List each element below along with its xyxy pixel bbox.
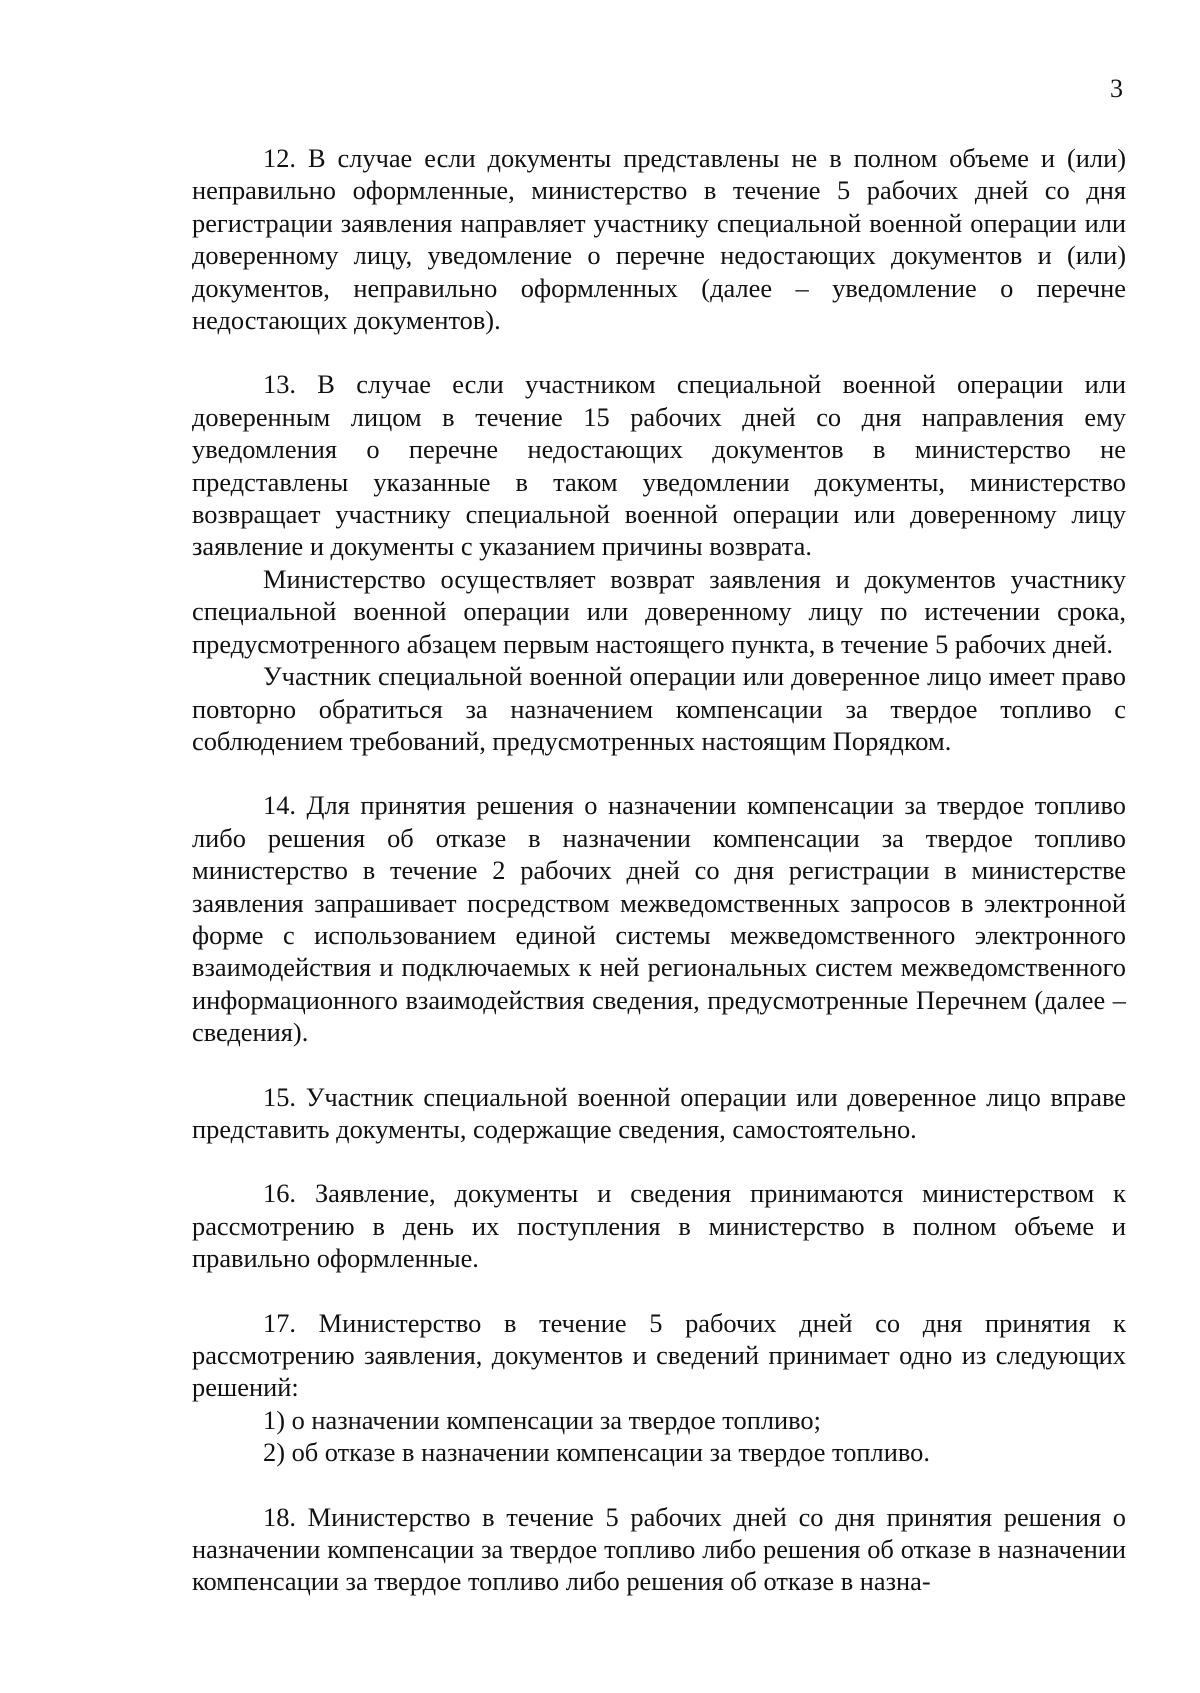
page-number: 3 [1110,74,1123,103]
paragraph-15: 15. Участник специальной военной операции или доверенное лицо вправе представить документы, содержащие сведения, самостоятельно. [192,1081,1126,1144]
document-body [192,142,1126,1598]
paragraph-17: 17. Министерство в течение 5 рабочих дней со дня принятия к рассмотрению заявления, документов и сведений принимает одно из следующих решений: [192,1307,1126,1403]
paragraph-13: 13. В случае если участником специальной военной операции или доверенным лицом в течение 15 рабочих дней со дня направления ему уведомления о перечне недостающих документов в министерство не представлены указанные в таком уведомлении документы, министерство возвращает участнику специальной военной операции или доверенному лицу заявление и документы с указанием причины возврата. [192,369,1126,562]
paragraph-13-return: Министерство осуществляет возврат заявления и документов участнику специальной военной операции или доверенному лицу по истечении срока, предусмотренного абзацем первым настоящего пункта, в течение 5 рабочих дней. [192,563,1126,659]
paragraph-13-reapply: Участник специальной военной операции или доверенное лицо имеет право повторно обратиться за назначением компенсации за твердое топливо с соблюдением требований, предусмотренных настоящим Порядком. [192,661,1126,756]
paragraph-16: 16. Заявление, документы и сведения принимаются министерством к рассмотрению в день их поступления в министерство в полном объеме и правильно оформленные. [192,1178,1126,1274]
paragraph-18: 18. Министерство в течение 5 рабочих дней со дня принятия решения о назначении компенсации за твердое топливо либо решения об отказе в назначении компенсации за твердое топливо либо решения об отказе в назна- [192,1501,1126,1597]
paragraph-17-item-2: 2) об отказе в назначении компенсации за твердое топливо. [263,1437,930,1468]
paragraph-17-item-1: 1) о назначении компенсации за твердое топливо; [263,1404,821,1435]
paragraph-14: 14. Для принятия решения о назначении компенсации за твердое топливо либо решения об отказе в назначении компенсации за твердое топливо министерство в течение 2 рабочих дней со дня регистрации в министерстве заявления запрашивает посредством межведомственных запросов в электронной форме с использованием единой системы межведомственного электронного взаимодействия и подключаемых к ней региональных систем межведомственного информационного взаимодействия сведения, предусмотренные Перечнем (далее – сведения). [192,790,1126,1048]
paragraph-12: 12. В случае если документы представлены не в полном объеме и (или) неправильно оформленные, министерство в течение 5 рабочих дней со дня регистрации заявления направляет участнику специальной военной операции или доверенному лицу, уведомление о перечне недостающих документов и (или) документов, неправильно оформленных (далее – уведомление о перечне недостающих документов). [192,143,1126,336]
